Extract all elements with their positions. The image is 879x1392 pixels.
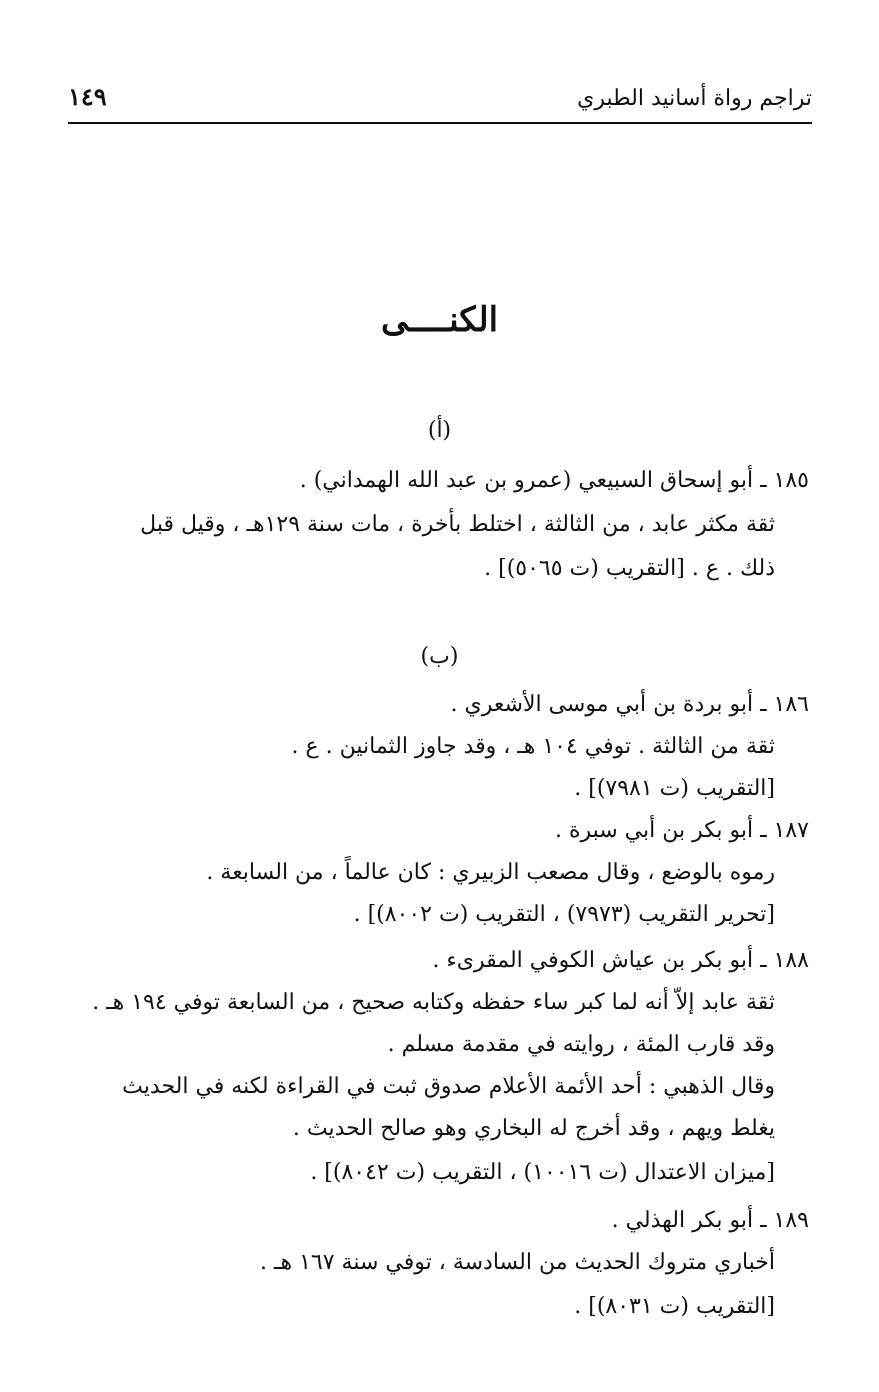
entry-189-line: أخباري متروك الحديث من السادسة ، توفي سنة ١٦٧ هـ .	[260, 1250, 775, 1275]
entry-185-line: ثقة مكثر عابد ، من الثالثة ، اختلط بأخرة ، مات سنة ١٢٩هـ ، وقيل قبل	[140, 512, 775, 537]
section-label-ba: (ب)	[420, 644, 459, 669]
entry-189-line: [التقريب (ت ٨٠٣١)] .	[574, 1294, 775, 1319]
entry-187-line: [تحرير التقريب (٧٩٧٣) ، التقريب (ت ٨٠٠٢)] .	[353, 902, 775, 927]
entry-188-heading: ١٨٨ ـ أبو بكر بن عياش الكوفي المقرىء .	[432, 948, 809, 973]
entry-186-line: ثقة من الثالثة . توفي ١٠٤ هـ ، وقد جاوز الثمانين . ع .	[291, 734, 775, 759]
entry-186-heading: ١٨٦ ـ أبو بردة بن أبي موسى الأشعري .	[450, 692, 809, 717]
entry-187-line: رموه بالوضع ، وقال مصعب الزبيري : كان عالماً ، من السابعة .	[206, 860, 775, 885]
entry-188-line: ثقة عابد إلاّ أنه لما كبر ساء حفظه وكتابه صحيح ، من السابعة توفي ١٩٤ هـ .	[92, 990, 775, 1015]
entry-187-heading: ١٨٧ ـ أبو بكر بن أبي سبرة .	[554, 818, 809, 843]
entry-188-line: وقال الذهبي : أحد الأئمة الأعلام صدوق ثبت في القراءة لكنه في الحديث	[122, 1074, 775, 1099]
chapter-title: الكنــــى	[380, 300, 499, 340]
entry-188-line: يغلط ويهم ، وقد أخرج له البخاري وهو صالح الحديث .	[292, 1116, 775, 1141]
page-number: ١٤٩	[68, 82, 107, 111]
running-title: تراجم رواة أسانيد الطبري	[577, 86, 812, 111]
entry-185-line: ذلك . ع . [التقريب (ت ٥٠٦٥)] .	[484, 556, 775, 581]
entry-189-heading: ١٨٩ ـ أبو بكر الهذلي .	[611, 1208, 809, 1233]
entry-186-line: [التقريب (ت ٧٩٨١)] .	[574, 776, 775, 801]
entry-188-line: وقد قارب المئة ، روايته في مقدمة مسلم .	[387, 1032, 775, 1057]
entry-185-heading: ١٨٥ ـ أبو إسحاق السبيعي (عمرو بن عبد الله الهمداني) .	[299, 468, 809, 493]
section-label-alif: (أ)	[427, 418, 452, 443]
entry-188-line: [ميزان الاعتدال (ت ١٠٠١٦) ، التقريب (ت ٨٠٤٢)] .	[310, 1160, 775, 1185]
